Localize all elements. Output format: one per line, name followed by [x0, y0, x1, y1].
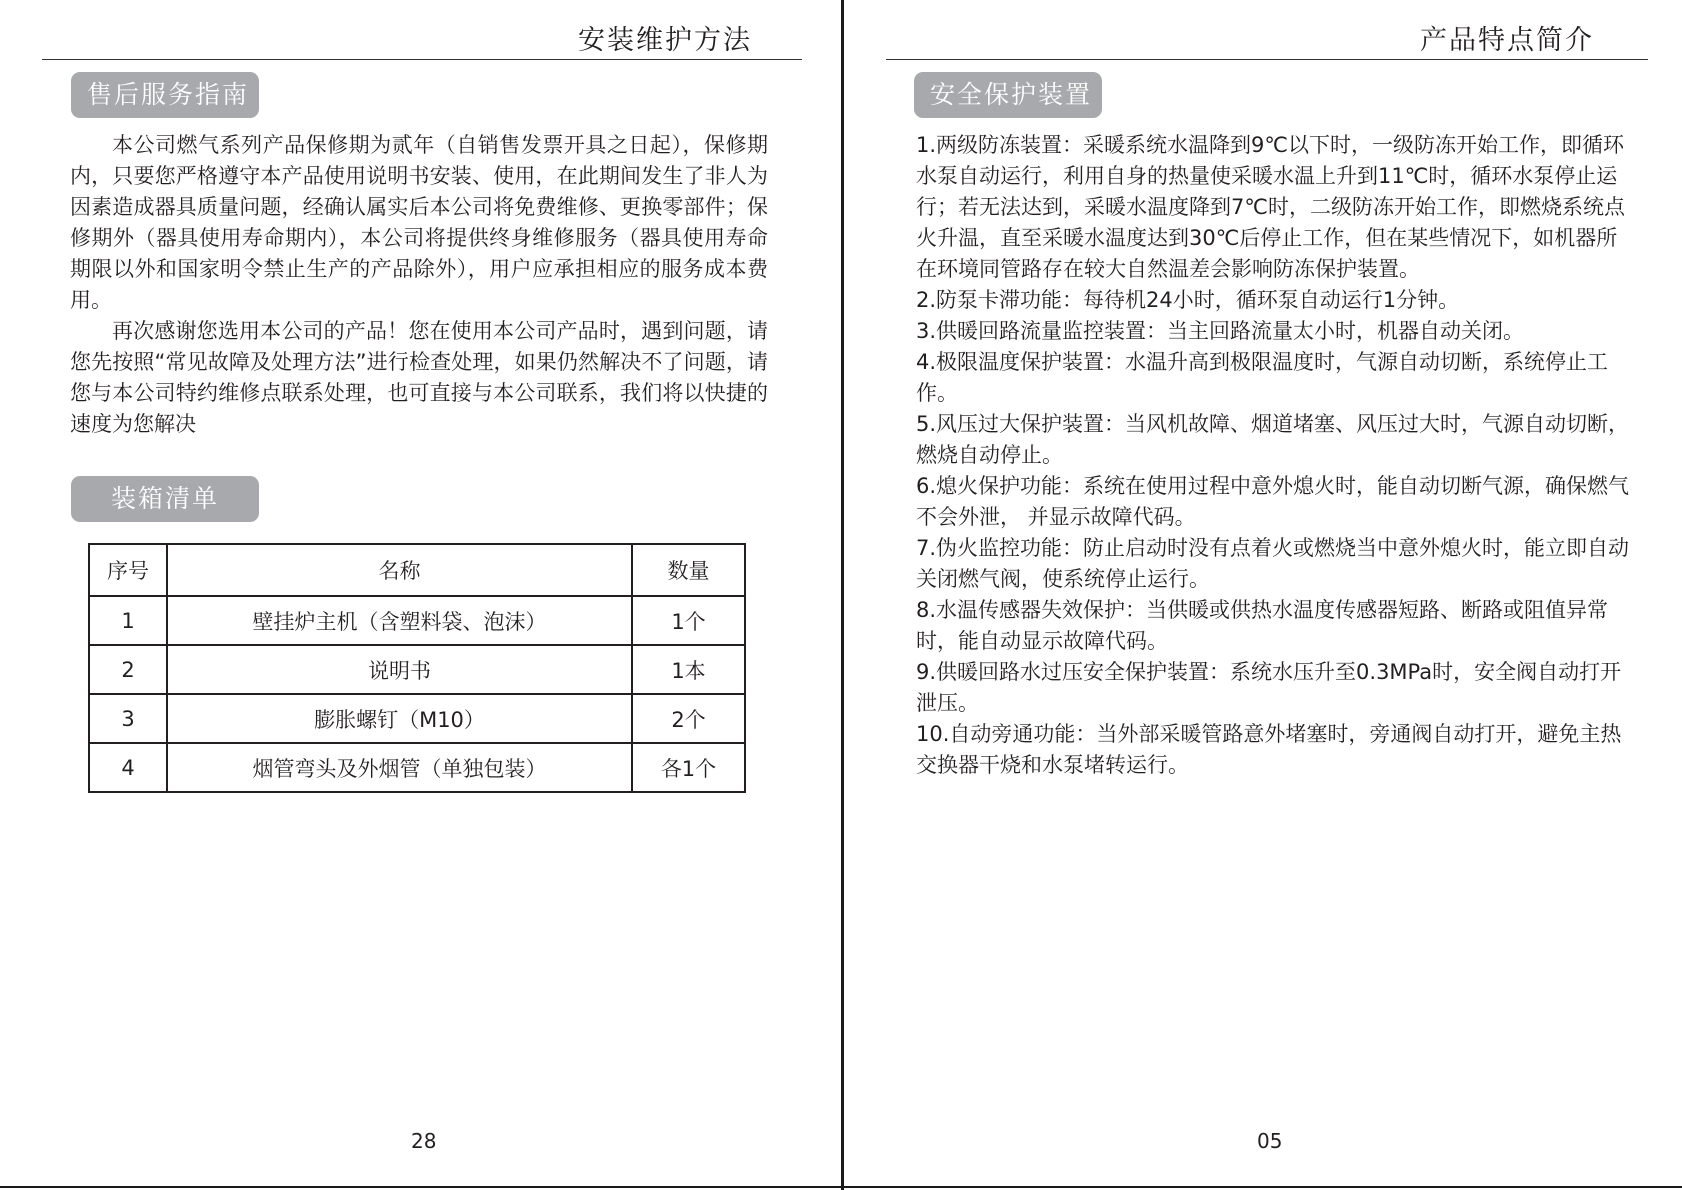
list-item: 5.风压过大保护装置：当风机故障、烟道堵塞、风压过大时，气源自动切断，燃烧自动停止。	[916, 412, 1630, 467]
column-header-name: 名称	[167, 544, 632, 596]
cell-name: 壁挂炉主机（含塑料袋、泡沫）	[167, 596, 632, 645]
table-row	[89, 694, 745, 743]
page-number-right: 05	[1257, 1129, 1283, 1153]
list-item: 4.极限温度保护装置：水温升高到极限温度时，气源自动切断，系统停止工作。	[916, 350, 1609, 405]
cell-number: 2	[89, 645, 167, 694]
safety-heading: 安全保护装置	[914, 72, 1102, 118]
running-head-right: 产品特点简介	[1420, 25, 1594, 56]
column-header-quantity: 数量	[632, 544, 745, 596]
cell-number: 3	[89, 694, 167, 743]
cell-name: 说明书	[167, 645, 632, 694]
packing-list-heading: 装箱清单	[71, 476, 259, 522]
cell-name: 膨胀螺钉（M10）	[167, 694, 632, 743]
list-item: 2.防泵卡滞功能：每待机24小时，循环泵自动运行1分钟。	[916, 288, 1460, 312]
list-item: 7.伪火监控功能：防止启动时没有点着火或燃烧当中意外熄火时，能立即自动关闭燃气阀，使系统停止运行。	[916, 536, 1630, 591]
cell-quantity: 各1个	[632, 743, 745, 792]
safety-feature-list	[916, 130, 1636, 781]
list-item: 8.水温传感器失效保护：当供暖或供热水温度传感器短路、断路或阻值异常时，能自动显示故障代码。	[916, 598, 1609, 653]
header-rule-left	[42, 59, 802, 60]
cell-quantity: 1本	[632, 645, 745, 694]
table-row	[89, 645, 745, 694]
page-divider	[841, 0, 844, 1190]
list-item: 6.熄火保护功能：系统在使用过程中意外熄火时，能自动切断气源，确保燃气不会外泄， 并显示故障代码。	[916, 474, 1630, 529]
table-header-row	[89, 544, 745, 596]
after-sales-paragraph-1: 本公司燃气系列产品保修期为贰年（自销售发票开具之日起），保修期内，只要您严格遵守本产品使用说明书安装、使用，在此期间发生了非人为因素造成器具质量问题，经确认属实后本公司将免费维修、更换零部件；保修期外（器具使用寿命期内），本公司将提供终身维修服务（器具使用寿命期限以外和国家明令禁止生产的产品除外），用户应承担相应的服务成本费用。	[70, 133, 768, 312]
cell-number: 4	[89, 743, 167, 792]
table-row	[89, 596, 745, 645]
list-item: 3.供暖回路流量监控装置：当主回路流量太小时，机器自动关闭。	[916, 319, 1525, 343]
cell-quantity: 2个	[632, 694, 745, 743]
cell-quantity: 1个	[632, 596, 745, 645]
list-item: 9.供暖回路水过压安全保护装置：系统水压升至0.3MPa时，安全阀自动打开泄压。	[916, 660, 1622, 715]
header-rule-right	[886, 59, 1648, 60]
cell-number: 1	[89, 596, 167, 645]
running-head-left: 安装维护方法	[578, 25, 752, 56]
list-item: 1.两级防冻装置：采暖系统水温降到9℃以下时，一级防冻开始工作，即循环水泵自动运行，利用自身的热量使采暖水温上升到11℃时，循环水泵停止运行；若无法达到，采暖水温度降到7℃时，二级防冻开始工作，即燃烧系统点火升温，直至采暖水温度达到30℃后停止工作，但在某些情况下，如机器所在环境同管路存在较大自然温差会影响防冻保护装置。	[916, 133, 1625, 281]
column-header-number: 序号	[89, 544, 167, 596]
right-page	[846, 0, 1682, 1190]
table-row	[89, 743, 745, 792]
after-sales-body	[70, 130, 768, 440]
bottom-rule	[0, 1186, 1682, 1188]
packing-list-table	[88, 543, 746, 793]
cell-name: 烟管弯头及外烟管（单独包装）	[167, 743, 632, 792]
page-number-left: 28	[411, 1129, 437, 1153]
after-sales-paragraph-2: 再次感谢您选用本公司的产品！您在使用本公司产品时，遇到问题，请您先按照“常见故障及处理方法”进行检查处理，如果仍然解决不了问题，请您与本公司特约维修点联系处理，也可直接与本公司联系，我们将以快捷的速度为您解决	[70, 319, 768, 436]
list-item: 10.自动旁通功能：当外部采暖管路意外堵塞时，旁通阀自动打开，避免主热交换器干烧和水泵堵转运行。	[916, 722, 1622, 777]
after-sales-heading: 售后服务指南	[71, 72, 259, 118]
